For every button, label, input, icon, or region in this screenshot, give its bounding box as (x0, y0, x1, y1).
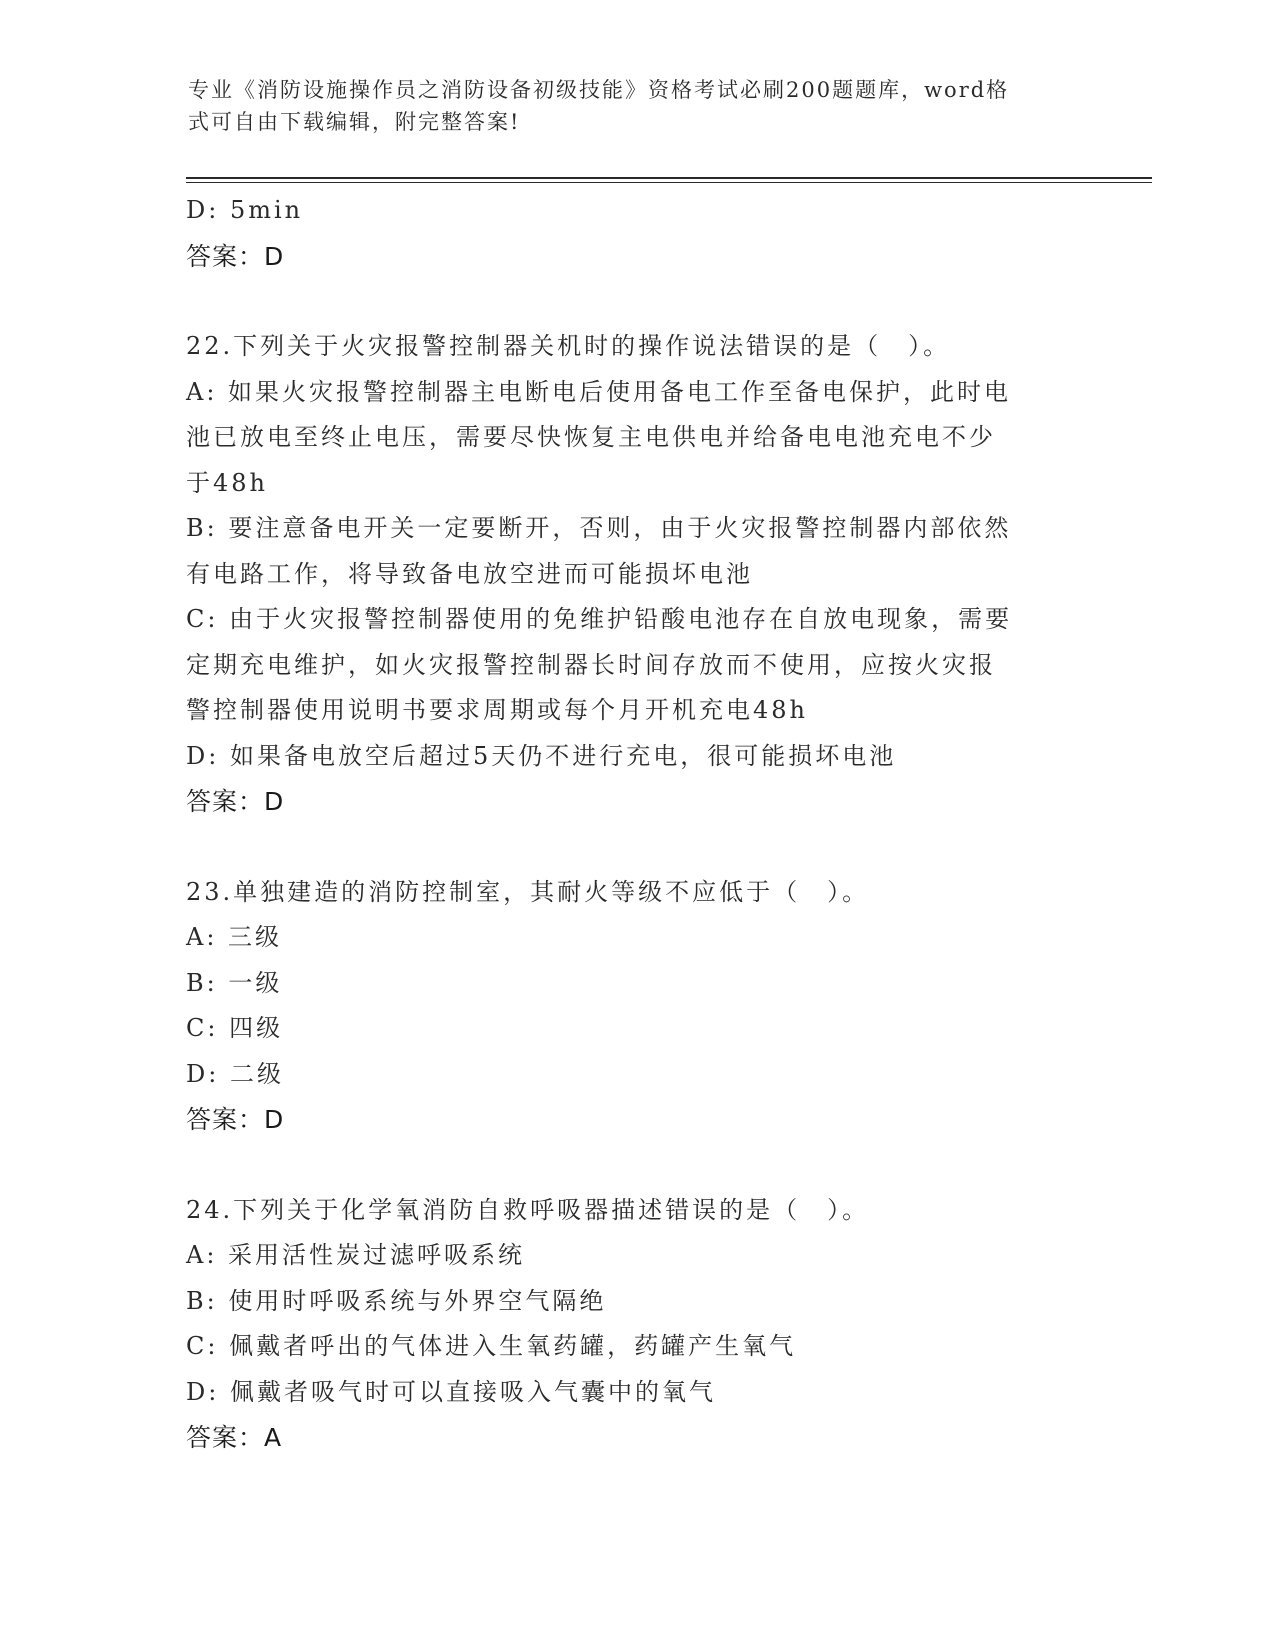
prev-option-d: D: 5min (186, 196, 304, 224)
option-c-line: C: 佩戴者呼出的气体进入生氧药罐，药罐产生氧气 (186, 1332, 797, 1360)
header-line-2: 式可自由下载编辑，附完整答案! (188, 110, 521, 134)
option-a-line: A: 如果火灾报警控制器主电断电后使用备电工作至备电保护，此时电 (186, 377, 1012, 406)
question-stem: 24.下列关于化学氧消防自救呼吸器描述错误的是（ ）。 (186, 1195, 870, 1224)
answer: 答案：A (186, 1423, 283, 1452)
answer: 答案：D (186, 787, 285, 816)
option-b-line: B: 要注意备电开关一定要断开，否则，由于火灾报警控制器内部依然 (186, 514, 1012, 542)
spacer (186, 825, 1086, 870)
option-b-line: B: 一级 (186, 968, 283, 997)
option-d-line: D: 佩戴者吸气时可以直接吸入气囊中的氧气 (186, 1377, 716, 1406)
question-22 (186, 324, 1086, 825)
header-divider (186, 177, 1152, 179)
header-line-1: 专业《消防设施操作员之消防设备初级技能》资格考试必刷200题题库，word格 (188, 78, 1010, 102)
prev-answer: 答案：D (186, 241, 285, 271)
option-a-line: A: 采用活性炭过滤呼吸系统 (186, 1241, 526, 1269)
option-b-line: 有电路工作，将导致备电放空进而可能损坏电池 (186, 559, 753, 588)
option-c-line: 警控制器使用说明书要求周期或每个月开机充电48h (186, 696, 808, 724)
option-d-line: D: 如果备电放空后超过5天仍不进行充电，很可能损坏电池 (186, 741, 897, 770)
option-a-line: 于48h (186, 468, 268, 497)
answer: 答案：D (186, 1105, 285, 1134)
header-divider-thin (186, 182, 1152, 183)
spacer (186, 1143, 1086, 1188)
option-b-line: B: 使用时呼吸系统与外界空气隔绝 (186, 1286, 607, 1315)
option-a-line: A: 三级 (186, 923, 283, 951)
question-list (186, 188, 1086, 1461)
option-d-line: D: 二级 (186, 1059, 284, 1088)
option-a-line: 池已放电至终止电压，需要尽快恢复主电供电并给备电电池充电不少 (186, 423, 996, 451)
option-c-line: 定期充电维护，如火灾报警控制器长时间存放而不使用，应按火灾报 (186, 650, 996, 679)
document-header (188, 74, 1068, 138)
option-c-line: C: 四级 (186, 1014, 284, 1042)
question-23 (186, 870, 1086, 1143)
spacer (186, 279, 1086, 324)
question-stem: 22.下列关于火灾报警控制器关机时的操作说法错误的是（ ）。 (186, 332, 951, 360)
option-c-line: C: 由于火灾报警控制器使用的免维护铅酸电池存在自放电现象，需要 (186, 605, 1013, 633)
question-24 (186, 1188, 1086, 1461)
question-stem: 23.单独建造的消防控制室，其耐火等级不应低于（ ）。 (186, 877, 870, 906)
